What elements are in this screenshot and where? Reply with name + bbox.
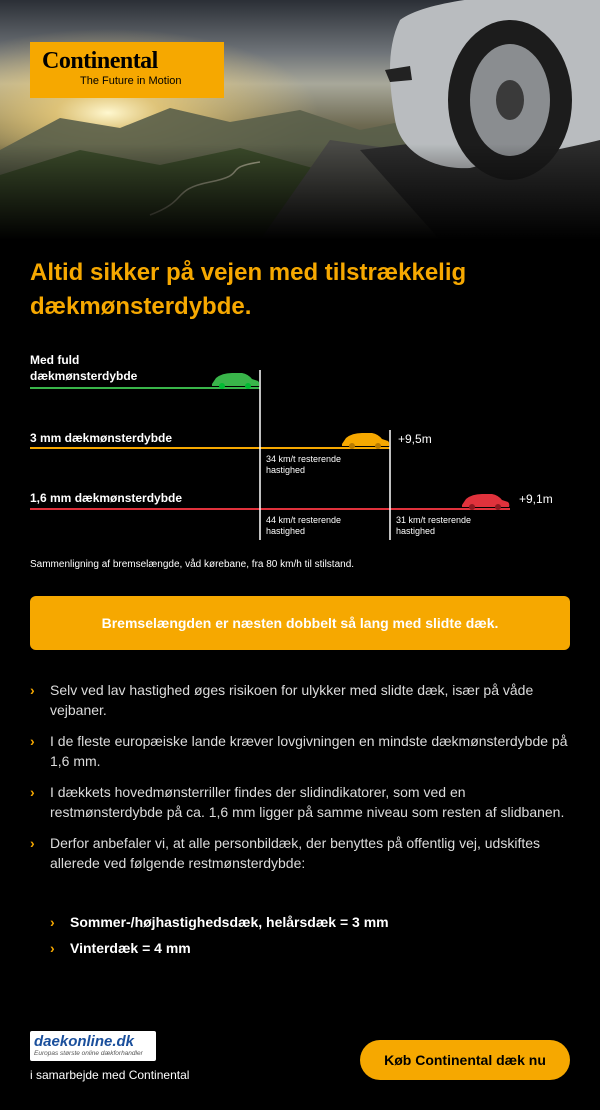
list-item: › I de fleste europæiske lande kræver lovgivningen en mindste dækmønsterdybde på 1,6 mm. [30,733,568,769]
list-item: › I dækkets hovedmønsterriller findes der slidindikatorer, som ved en restmønsterdybde på ca. 1,6 mm ligger på samme niveau som resten af slidbanen. [30,784,565,820]
daekonline-logo[interactable] [30,1031,156,1061]
comparison-note: Sammenligning af bremselængde, våd kørebane, fra 80 km/h til stilstand. [30,559,355,570]
partner-logo-name: daekonline.dk [34,1033,135,1050]
chevron-right-icon: › [50,940,55,956]
spec-summer: › Sommer-/højhastighedsdæk, helårsdæk = 3 mm [50,914,389,930]
chevron-right-icon: › [30,835,35,851]
extra-distance-1-6mm: +9,1m [519,492,553,506]
partner-text: i samarbejde med Continental [30,1068,190,1082]
buy-tires-button[interactable]: Køb Continental dæk nu [360,1040,570,1080]
car-icon-yellow [342,433,389,449]
car-icon-red [462,494,509,510]
row-label-3mm: 3 mm dækmønsterdybde [30,431,173,445]
chevron-right-icon: › [50,914,55,930]
spec-winter: › Vinterdæk = 4 mm [50,940,191,956]
brand-tagline: The Future in Motion [80,75,182,87]
hero-image [0,0,600,240]
partner-logo-sub: Europas største online dækforhandler [34,1050,143,1057]
chevron-right-icon: › [30,733,35,749]
mountain-road-car-illustration [0,0,600,240]
list-item: › Derfor anbefaler vi, at alle personbildæk, der benyttes på offentlig vej, udskiftes allerede ved følgende restmønsterdybde: [30,835,541,871]
headline: Altid sikker på vejen med tilstrækkelig dækmønsterdybde. [30,259,467,320]
info-bullet-list [30,680,570,884]
chevron-right-icon: › [30,784,35,800]
continental-logo [30,42,224,98]
car-icon-green [212,373,259,389]
list-item: › Selv ved lav hastighed øges risikoen for ulykker med slidte dæk, især på våde vejbaner. [30,682,534,718]
speed-1-6mm-a: 44 km/t resterende hastighed [266,515,342,536]
brand-name: Continental [42,48,158,74]
row-label-full: Med fuld dækmønsterdybde [30,353,138,383]
row-label-1-6mm: 1,6 mm dækmønsterdybde [30,491,183,505]
speed-3mm: 34 km/t resterende hastighed [266,454,342,475]
speed-1-6mm-b: 31 km/t resterende hastighed [396,515,472,536]
chevron-right-icon: › [30,682,35,698]
extra-distance-3mm: +9,5m [398,432,432,446]
info-banner: Bremselængden er næsten dobbelt så lang med slidte dæk. [30,596,570,650]
